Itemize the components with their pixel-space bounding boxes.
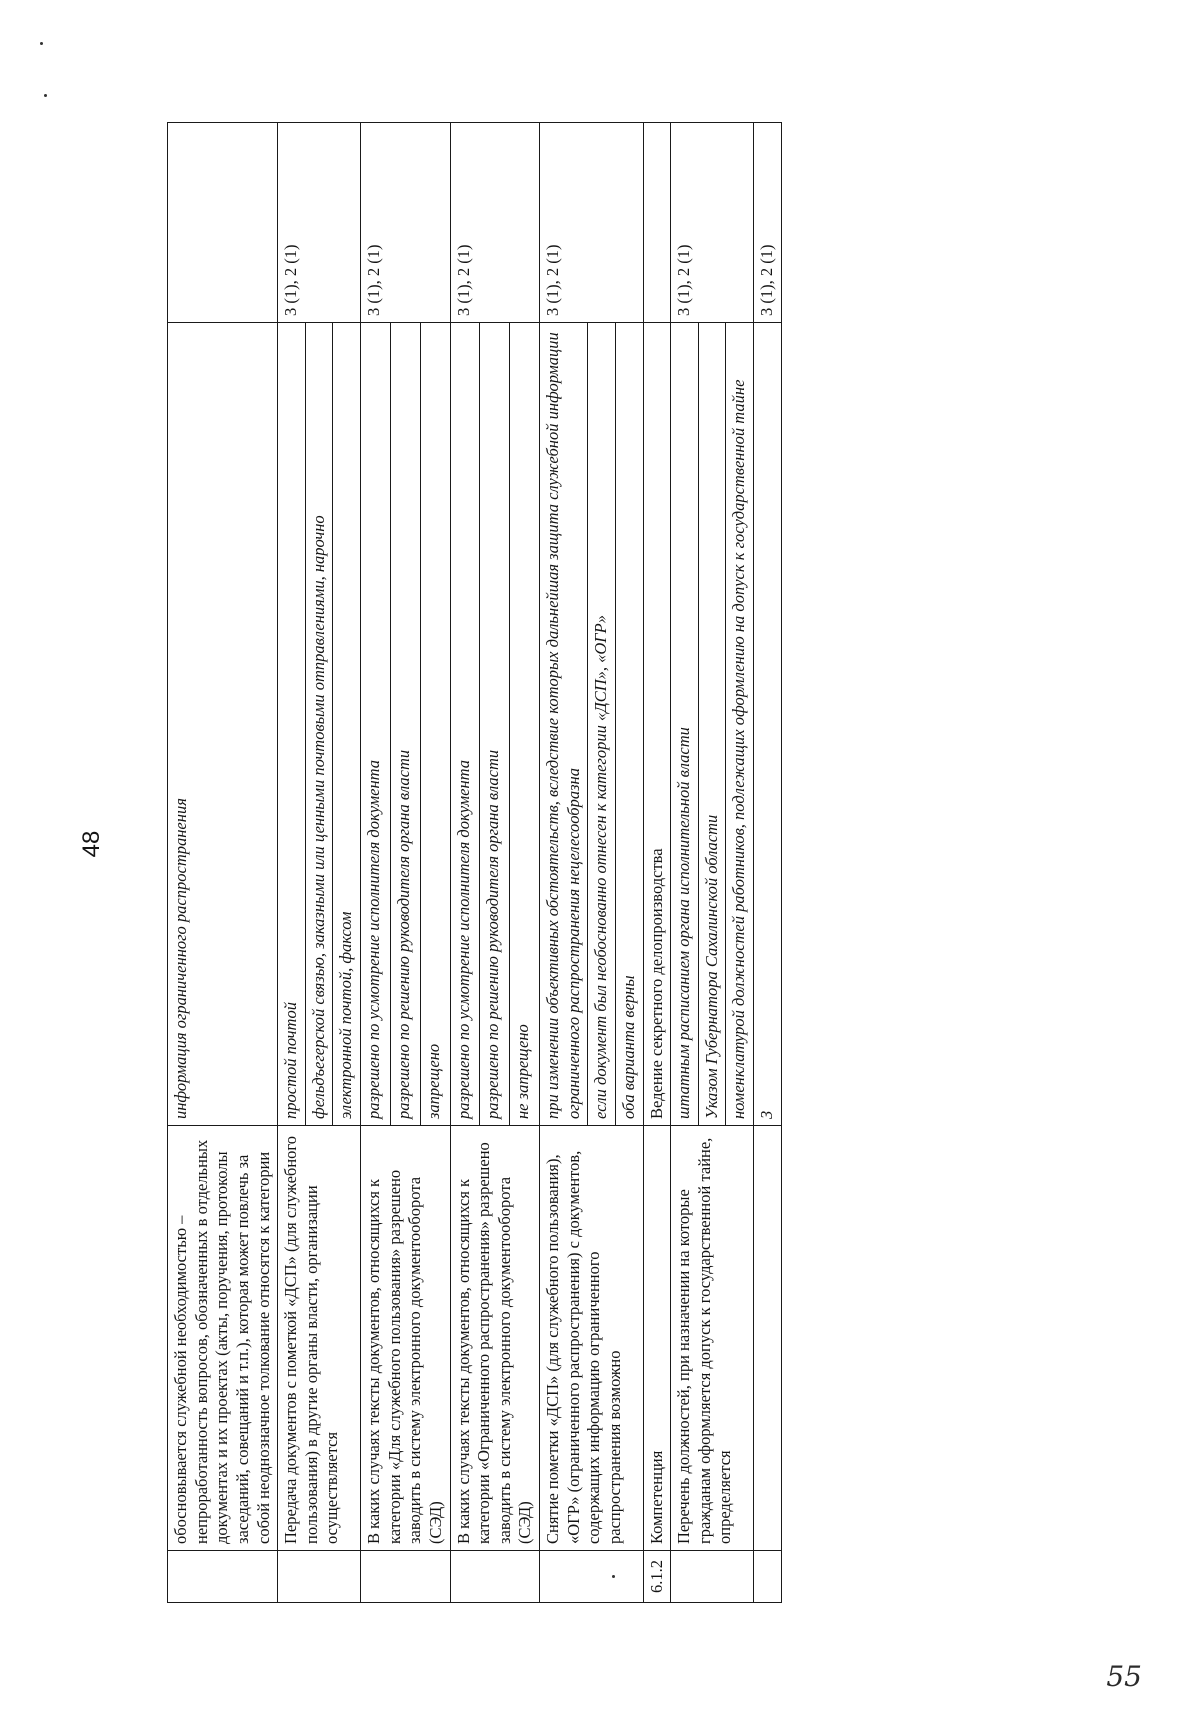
answer-option-cell: не запрещено	[510, 323, 540, 1126]
answer-option-cell: электронной почтой, факсом	[333, 323, 361, 1126]
table-row	[361, 123, 391, 1603]
item-number-cell	[278, 1551, 361, 1603]
question-cell: Снятие пометки «ДСП» (для служебного пользования), «ОГР» (ограниченного распространения) с документов, содержащих информацию ограниченного распространения возможно	[540, 1126, 644, 1551]
test-table	[167, 122, 782, 1603]
table-row	[671, 123, 699, 1603]
answer-option-cell: разрешено по усмотрение исполнителя документа	[450, 323, 480, 1126]
answer-option-cell: фельдъегерской связью, заказными или ценными почтовыми отправлениями, нарочно	[305, 323, 333, 1126]
item-number-cell	[168, 1551, 278, 1603]
answer-option-cell: номенклатурой должностей работников, подлежащих оформлению на допуск к государственной тайне	[726, 323, 754, 1126]
table-row	[754, 123, 782, 1603]
score-cell: 3 (1), 2 (1)	[671, 123, 754, 323]
answer-option-cell: простой почтой	[278, 323, 306, 1126]
question-cell: Компетенция	[643, 1126, 671, 1551]
answer-option-cell: при изменении объективных обстоятельств, вследствие которых дальнейшая защита служебной информации ограниченного распространения нецелесообразна	[540, 323, 588, 1126]
question-cell: В каких случаях тексты документов, относящихся к категории «Для служебного пользования» разрешено заводить в систему электронного документооборота (СЭД)	[361, 1126, 451, 1551]
question-cell: обосновывается служебной необходимостью – непроработанность вопросов, обозначенных в отдельных документах и их проектах (акты, поручения, протоколы заседаний, совещаний и т.п.), которая может повлечь за собой неоднозначное толкование относятся к категории	[168, 1126, 278, 1551]
question-cell	[754, 1126, 782, 1551]
table-row	[278, 123, 306, 1603]
score-cell	[643, 123, 671, 323]
item-number-cell	[754, 1551, 782, 1603]
item-number-cell	[671, 1551, 754, 1603]
question-cell: Передача документов с пометкой «ДСП» (для служебного пользования) в другие органы власти, организации осуществляется	[278, 1126, 361, 1551]
item-number-cell	[450, 1551, 540, 1603]
score-cell	[168, 123, 278, 323]
section-title-cell: Ведение секретного делопроизводства	[643, 323, 671, 1126]
table-row	[450, 123, 480, 1603]
answer-option-cell: информация ограниченного распространения	[168, 323, 278, 1126]
answer-option-cell: оба варианта верны	[615, 323, 643, 1126]
score-cell: 3 (1), 2 (1)	[754, 123, 782, 323]
answer-option-cell: разрешено по решению руководителя органа власти	[390, 323, 420, 1126]
item-number-cell: 6.1.2	[643, 1551, 671, 1603]
score-cell: 3 (1), 2 (1)	[540, 123, 644, 323]
rotated-test-table-page	[167, 123, 1110, 1603]
item-number-cell	[361, 1551, 451, 1603]
score-cell: 3 (1), 2 (1)	[450, 123, 540, 323]
answer-option-cell: Указом Губернатора Сахалинской области	[698, 323, 726, 1126]
score-cell: 3 (1), 2 (1)	[278, 123, 361, 323]
scan-speck	[40, 42, 43, 45]
item-number-cell	[540, 1551, 644, 1603]
question-cell: В каких случаях тексты документов, относящихся к категории «Ограниченного распространения» разрешено заводить в систему электронного документооборота (СЭД)	[450, 1126, 540, 1551]
answer-option-cell: штатным расписанием органа исполнительной власти	[671, 323, 699, 1126]
handwritten-page-mark: 55	[1106, 1660, 1142, 1693]
table-row	[540, 123, 588, 1603]
page-number: 48	[78, 830, 105, 858]
score-cell: 3 (1), 2 (1)	[361, 123, 451, 323]
question-cell: Перечень должностей, при назначении на которые гражданам оформляется допуск к государственной тайне, определяется	[671, 1126, 754, 1551]
answer-option-cell: разрешено по усмотрение исполнителя документа	[361, 323, 391, 1126]
table-row	[643, 123, 671, 1603]
scan-speck	[612, 1575, 615, 1578]
answer-option-cell: запрещено	[420, 323, 450, 1126]
answer-option-cell: разрешено по решению руководителя органа власти	[480, 323, 510, 1126]
scan-speck	[44, 94, 47, 97]
answer-option-cell: если документ был необоснованно отнесен к категории «ДСП», «ОГР»	[588, 323, 616, 1126]
answer-option-cell: 3	[754, 323, 782, 1126]
table-row	[168, 123, 278, 1603]
test-table-body	[168, 123, 782, 1603]
